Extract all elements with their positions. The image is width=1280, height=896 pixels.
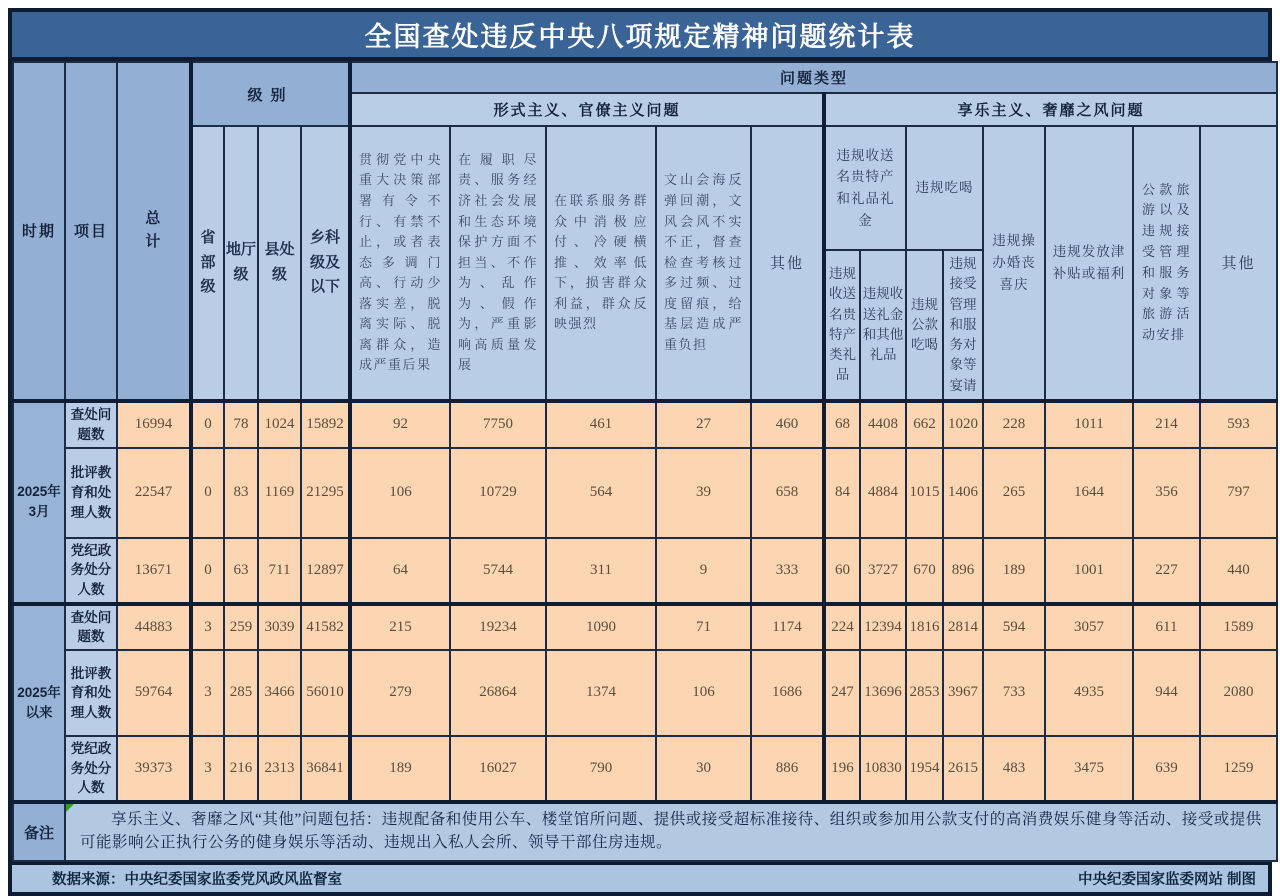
data-cell: 84 [824, 448, 860, 538]
data-cell: 41582 [301, 604, 350, 650]
data-cell: 3 [191, 650, 224, 736]
data-cell: 1589 [1200, 604, 1277, 650]
data-cell: 2313 [258, 736, 301, 802]
statistics-table-frame [8, 8, 1272, 896]
title-bar [12, 12, 1268, 61]
data-cell: 15892 [301, 401, 350, 448]
data-cell: 12897 [301, 538, 350, 604]
data-cell: 279 [350, 650, 450, 736]
data-cell: 12394 [860, 604, 906, 650]
col-header-banquet-invites: 违规接受管理和服务对象等宴请 [943, 250, 983, 401]
data-cell: 63 [224, 538, 258, 604]
data-cell: 4935 [1045, 650, 1133, 736]
data-cell: 1174 [751, 604, 824, 650]
col-group-dining: 违规吃喝 [906, 126, 983, 250]
notes-text: 享乐主义、奢靡之风“其他”问题包括：违规配备和使用公车、楼堂馆所问题、提供或接受超标准接待、组织或参加用公款支付的高消费娱乐健身等活动、接受或提供可能影响公正执行公务的健身娱乐等活动、违规出入私人会所、领导干部住房违规。 [80, 810, 1262, 852]
data-cell: 461 [546, 401, 656, 448]
data-cell: 0 [191, 401, 224, 448]
data-cell: 36841 [301, 736, 350, 802]
data-cell: 483 [983, 736, 1045, 802]
data-cell: 711 [258, 538, 301, 604]
data-cell: 1954 [906, 736, 943, 802]
data-cell: 3727 [860, 538, 906, 604]
col-header-weddings-funerals: 违规操办婚丧喜庆 [983, 126, 1045, 401]
data-cell: 790 [546, 736, 656, 802]
data-cell: 564 [546, 448, 656, 538]
data-cell: 460 [751, 401, 824, 448]
data-cell: 3466 [258, 650, 301, 736]
data-cell: 216 [224, 736, 258, 802]
data-cell: 21295 [301, 448, 350, 538]
period-label: 2025年以来 [13, 604, 65, 802]
data-cell: 670 [906, 538, 943, 604]
data-cell: 1406 [943, 448, 983, 538]
row-label: 查处问题数 [65, 401, 117, 448]
data-cell: 0 [191, 448, 224, 538]
data-cell: 2814 [943, 604, 983, 650]
data-cell: 215 [350, 604, 450, 650]
data-cell: 658 [751, 448, 824, 538]
col-header-item: 项目 [65, 62, 117, 401]
row-label: 批评教育和处理人数 [65, 448, 117, 538]
data-cell: 1015 [906, 448, 943, 538]
data-cell: 0 [191, 538, 224, 604]
col-header-public-funded-travel: 公款旅游以及违规接受管理和服务对象等旅游活动安排 [1133, 126, 1200, 401]
data-cell: 189 [983, 538, 1045, 604]
col-header-formalism-other: 其他 [751, 126, 824, 401]
data-cell: 1644 [1045, 448, 1133, 538]
data-cell: 3967 [943, 650, 983, 736]
data-cell: 19234 [450, 604, 546, 650]
col-group-hedonism: 享乐主义、奢靡之风问题 [824, 93, 1277, 126]
data-cell: 214 [1133, 401, 1200, 448]
data-cell: 26864 [450, 650, 546, 736]
data-cell: 106 [350, 448, 450, 538]
col-header-county-level: 县处级 [258, 126, 301, 401]
data-cell: 4408 [860, 401, 906, 448]
data-cell: 9 [656, 538, 751, 604]
data-cell: 886 [751, 736, 824, 802]
data-cell: 896 [943, 538, 983, 604]
data-cell: 3 [191, 604, 224, 650]
row-label: 查处问题数 [65, 604, 117, 650]
notes-label: 备注 [13, 802, 65, 862]
data-cell: 1001 [1045, 538, 1133, 604]
data-cell: 16027 [450, 736, 546, 802]
data-cell: 22547 [117, 448, 191, 538]
data-cell: 333 [751, 538, 824, 604]
data-cell: 44883 [117, 604, 191, 650]
data-cell: 2080 [1200, 650, 1277, 736]
data-cell: 228 [983, 401, 1045, 448]
data-cell: 71 [656, 604, 751, 650]
data-cell: 27 [656, 401, 751, 448]
total-label: 总计 [145, 210, 163, 250]
col-group-gifts: 违规收送名贵特产和礼品礼金 [824, 126, 906, 250]
col-header-formalism-3: 在联系服务群众中消极应付、冷硬横推、效率低下，损害群众利益，群众反映强烈 [546, 126, 656, 401]
data-cell: 1816 [906, 604, 943, 650]
data-cell: 311 [546, 538, 656, 604]
data-cell: 944 [1133, 650, 1200, 736]
data-cell: 1259 [1200, 736, 1277, 802]
data-cell: 611 [1133, 604, 1200, 650]
data-cell: 3057 [1045, 604, 1133, 650]
col-header-formalism-1: 贯彻党中央重大决策部署有令不行、有禁不止，或者表态多调门高、行动少落实差，脱离实际、脱离群众，造成严重后果 [350, 126, 450, 401]
data-cell: 2853 [906, 650, 943, 736]
data-cell: 594 [983, 604, 1045, 650]
data-cell: 662 [906, 401, 943, 448]
data-cell: 106 [656, 650, 751, 736]
col-header-prefecture-level: 地厅级 [224, 126, 258, 401]
data-cell: 60 [824, 538, 860, 604]
data-cell: 1374 [546, 650, 656, 736]
data-cell: 10830 [860, 736, 906, 802]
data-cell: 797 [1200, 448, 1277, 538]
credit-text: 中央纪委国家监委网站 制图 [1077, 872, 1256, 889]
data-cell: 247 [824, 650, 860, 736]
notes-body [65, 802, 1277, 862]
col-group-problem-type: 问题类型 [350, 62, 1277, 93]
data-cell: 1024 [258, 401, 301, 448]
row-label: 党纪政务处分人数 [65, 538, 117, 604]
spreadsheet-comment-triangle-icon [66, 804, 74, 812]
data-cell: 1090 [546, 604, 656, 650]
data-cell: 39 [656, 448, 751, 538]
data-cell: 16994 [117, 401, 191, 448]
data-cell: 39373 [117, 736, 191, 802]
data-cell: 59764 [117, 650, 191, 736]
data-cell: 227 [1133, 538, 1200, 604]
footer-bar [12, 862, 1268, 892]
data-cell: 3039 [258, 604, 301, 650]
data-cell: 285 [224, 650, 258, 736]
data-cell: 196 [824, 736, 860, 802]
data-cell: 639 [1133, 736, 1200, 802]
data-cell: 1686 [751, 650, 824, 736]
data-cell: 92 [350, 401, 450, 448]
data-cell: 5744 [450, 538, 546, 604]
data-cell: 3475 [1045, 736, 1133, 802]
data-cell: 440 [1200, 538, 1277, 604]
data-cell: 2615 [943, 736, 983, 802]
col-header-cash-gifts: 违规收送礼金和其他礼品 [860, 250, 906, 401]
col-header-province-level: 省部级 [191, 126, 224, 401]
col-header-period: 时期 [13, 62, 65, 401]
col-group-level: 级别 [191, 62, 350, 126]
data-cell: 4884 [860, 448, 906, 538]
data-cell: 13671 [117, 538, 191, 604]
col-header-allowances: 违规发放津补贴或福利 [1045, 126, 1133, 401]
data-cell: 733 [983, 650, 1045, 736]
row-label: 批评教育和处理人数 [65, 650, 117, 736]
data-cell: 10729 [450, 448, 546, 538]
data-cell: 189 [350, 736, 450, 802]
data-cell: 259 [224, 604, 258, 650]
col-header-total [117, 62, 191, 401]
row-label: 党纪政务处分人数 [65, 736, 117, 802]
data-cell: 1020 [943, 401, 983, 448]
data-cell: 13696 [860, 650, 906, 736]
col-header-formalism-4: 文山会海反弹回潮，文风会风不实不正，督查检查考核过多过频、过度留痕，给基层造成严重负担 [656, 126, 751, 401]
period-label: 2025年3月 [13, 401, 65, 604]
data-cell: 56010 [301, 650, 350, 736]
col-header-hedonism-other: 其他 [1200, 126, 1277, 401]
data-cell: 83 [224, 448, 258, 538]
data-cell: 78 [224, 401, 258, 448]
col-group-formalism: 形式主义、官僚主义问题 [350, 93, 824, 126]
col-header-specialty-gifts: 违规收送名贵特产类礼品 [824, 250, 860, 401]
page-title: 全国查处违反中央八项规定精神问题统计表 [364, 22, 916, 52]
data-cell: 1169 [258, 448, 301, 538]
col-header-public-funds-dining: 违规公款吃喝 [906, 250, 943, 401]
statistics-table [12, 61, 1278, 862]
data-source-text: 数据来源：中央纪委国家监委党风政风监督室 [52, 872, 342, 889]
data-cell: 356 [1133, 448, 1200, 538]
data-cell: 265 [983, 448, 1045, 538]
data-cell: 7750 [450, 401, 546, 448]
data-cell: 68 [824, 401, 860, 448]
col-header-township-level: 乡科级及以下 [301, 126, 350, 401]
data-cell: 1011 [1045, 401, 1133, 448]
data-cell: 30 [656, 736, 751, 802]
data-cell: 3 [191, 736, 224, 802]
data-cell: 593 [1200, 401, 1277, 448]
data-cell: 64 [350, 538, 450, 604]
data-cell: 224 [824, 604, 860, 650]
col-header-formalism-2: 在履职尽责、服务经济社会发展和生态环境保护方面不担当、不作为、乱作为、假作为，严重影响高质量发展 [450, 126, 546, 401]
